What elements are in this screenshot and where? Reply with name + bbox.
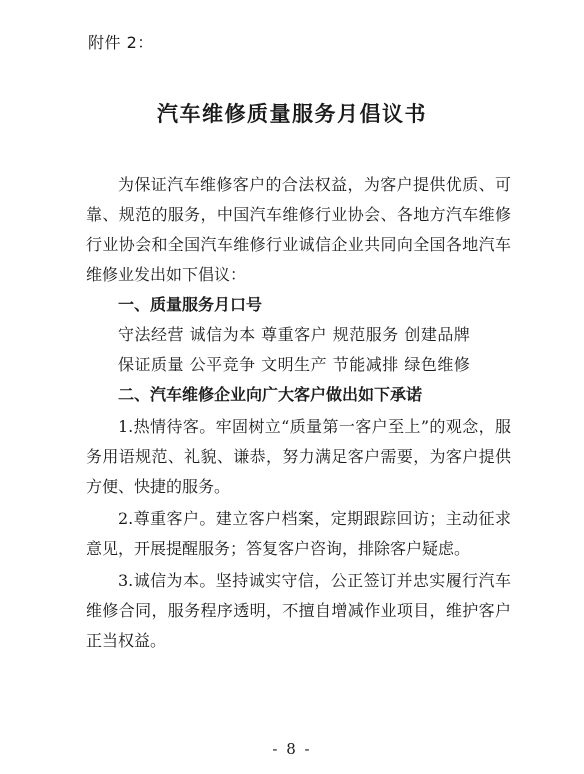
commitment-item-1: 1.热情待客。牢固树立“质量第一客户至上”的观念，服务用语规范、礼貌、谦恭，努力满足客户需要，为客户提供方便、快捷的服务。 xyxy=(86,417,511,496)
section-1-heading: 一、质量服务月口号 xyxy=(118,295,263,314)
intro-paragraph: 为保证汽车维修客户的合法权益，为客户提供优质、可靠、规范的服务，中国汽车维修行业协会、各地方汽车维修行业协会和全国汽车维修行业诚信企业共同向全国各地汽车维修业发出如下倡议： xyxy=(86,175,511,284)
page-number: - 8 - xyxy=(272,740,312,758)
attachment-label: 附件 2： xyxy=(88,33,154,52)
commitment-item-2: 2.尊重客户。建立客户档案，定期跟踪回访；主动征求意见，开展提醒服务；答复客户咨询，排除客户疑虑。 xyxy=(86,509,511,558)
section-2-heading: 二、汽车维修企业向广大客户做出如下承诺 xyxy=(118,385,423,404)
slogan-line-2: 保证质量 公平竞争 文明生产 节能减排 绿色维修 xyxy=(118,355,471,374)
document-body xyxy=(86,170,511,656)
slogan-line-1: 守法经营 诚信为本 尊重客户 规范服务 创建品牌 xyxy=(118,325,471,344)
commitment-item-3: 3.诚信为本。坚持诚实守信，公正签订并忠实履行汽车维修合同，服务程序透明，不擅自增减作业项目，维护客户正当权益。 xyxy=(86,571,511,650)
document-title: 汽车维修质量服务月倡议书 xyxy=(157,102,427,126)
